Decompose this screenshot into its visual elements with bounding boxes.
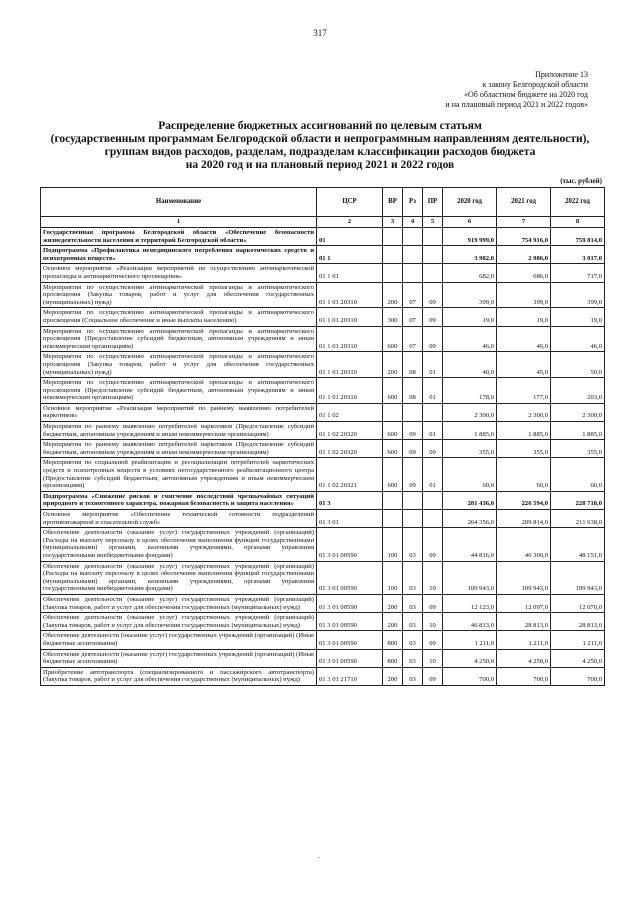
cell-vr [383, 246, 403, 264]
cell-2020: 19,0 [443, 308, 497, 326]
cell-pr: 09 [423, 594, 443, 612]
cell-name: Государственная программа Белгородской области «Обеспечение безопасности жизнедеятельности населения и территорий Белгородской области» [41, 228, 317, 246]
header-2021: 2021 год [497, 188, 551, 217]
column-number: 7 [497, 217, 551, 228]
cell-rz: 03 [403, 528, 423, 561]
cell-2021: 19,0 [497, 308, 551, 326]
cell-2022: 19,0 [551, 308, 605, 326]
cell-csr: 01 1 01 20310 [317, 352, 383, 378]
cell-2022: 28 813,0 [551, 613, 605, 631]
table-row [41, 613, 605, 631]
cell-2022: 355,0 [551, 440, 605, 458]
cell-csr: 01 3 01 21710 [317, 667, 383, 685]
units-label: (тыс. рублей) [560, 177, 602, 185]
table-row [41, 228, 605, 246]
cell-rz: 08 [403, 352, 423, 378]
appendix-line: «Об областном бюджете на 2020 год [464, 90, 588, 99]
cell-2022: 700,0 [551, 667, 605, 685]
cell-2021: 226 594,0 [497, 491, 551, 509]
cell-2021: 46 300,0 [497, 528, 551, 561]
cell-2021: 686,0 [497, 264, 551, 282]
cell-2022: 211 638,0 [551, 510, 605, 528]
title-line: группам видов расходов, разделам, подразделам классификации расходов бюджета [104, 146, 536, 158]
column-number: 2 [317, 217, 383, 228]
cell-2020: 4 250,0 [443, 649, 497, 667]
cell-2021: 109 943,0 [497, 561, 551, 594]
cell-rz [403, 491, 423, 509]
table-row [41, 246, 605, 264]
cell-name: Обеспечение деятельности (оказание услуг) государственных учреждений (организаций) (Расходы на выплату персоналу в целях обеспечения выполнения функций государственными (муниципальными) органами, казенными учреждениями, органами управления государственными внебюджетными фондами) [41, 561, 317, 594]
table-row [41, 667, 605, 685]
cell-pr: 09 [423, 667, 443, 685]
cell-pr: 10 [423, 613, 443, 631]
cell-csr: 01 1 02 20320 [317, 422, 383, 440]
cell-csr: 01 1 01 20310 [317, 282, 383, 308]
cell-csr: 01 3 01 [317, 510, 383, 528]
table-header-row [41, 188, 605, 217]
cell-vr: 200 [383, 667, 403, 685]
cell-2022: 48 151,0 [551, 528, 605, 561]
column-number: 5 [423, 217, 443, 228]
cell-csr: 01 1 01 20310 [317, 308, 383, 326]
cell-name: Мероприятия по осуществлению антинаркотической пропаганды и антинаркотического просвещения (Закупка товаров, работ и услуг для обеспечения государственных (муниципальных) нужд) [41, 352, 317, 378]
cell-2020: 355,0 [443, 440, 497, 458]
cell-2021: 700,0 [497, 667, 551, 685]
cell-csr: 01 1 01 20310 [317, 378, 383, 404]
cell-csr: 01 3 01 00590 [317, 631, 383, 649]
cell-2021: 28 813,0 [497, 613, 551, 631]
cell-2021: 45,0 [497, 352, 551, 378]
table-row [41, 378, 605, 404]
cell-csr: 01 1 [317, 246, 383, 264]
cell-2022: 1 211,0 [551, 631, 605, 649]
cell-vr: 800 [383, 631, 403, 649]
cell-vr: 600 [383, 440, 403, 458]
table-row [41, 308, 605, 326]
cell-rz: 03 [403, 667, 423, 685]
header-rz: Рз [403, 188, 423, 217]
cell-2022: 109 943,0 [551, 561, 605, 594]
cell-rz: 09 [403, 458, 423, 491]
cell-2020: 281 436,0 [443, 491, 497, 509]
cell-name: Обеспечение деятельности (оказание услуг) государственных учреждений (организаций) (Закупка товаров, работ и услуг для обеспечения государственных (муниципальных) нужд) [41, 613, 317, 631]
cell-name: Обеспечение деятельности (оказание услуг) государственных учреждений (организаций) (Расходы на выплату персоналу в целях обеспечения выполнения функций государственными (муниципальными) органами, казенными учреждениями, органами управления государственными внебюджетными фондами) [41, 528, 317, 561]
cell-2020: 2 300,0 [443, 403, 497, 421]
title-line: Распределение бюджетных ассигнований по целевым статьям [158, 120, 482, 132]
cell-name: Мероприятия по осуществлению антинаркотической пропаганды и антинаркотического просвещения (Предоставление субсидий бюджетным, автономным учреждениям и иным некоммерческим организациям) [41, 326, 317, 352]
cell-pr: 01 [423, 458, 443, 491]
cell-2020: 12 123,0 [443, 594, 497, 612]
cell-vr [383, 491, 403, 509]
cell-vr: 100 [383, 561, 403, 594]
table-row [41, 631, 605, 649]
cell-2021: 754 916,0 [497, 228, 551, 246]
column-number: 3 [383, 217, 403, 228]
appendix-line: и на плановый период 2021 и 2022 годов» [445, 100, 588, 109]
cell-2021: 177,0 [497, 378, 551, 404]
cell-pr [423, 264, 443, 282]
cell-2022: 46,0 [551, 326, 605, 352]
cell-rz: 07 [403, 308, 423, 326]
cell-pr: 09 [423, 308, 443, 326]
cell-rz [403, 510, 423, 528]
cell-2022: 12 070,0 [551, 594, 605, 612]
cell-rz: 08 [403, 378, 423, 404]
table-row [41, 326, 605, 352]
scan-mark: - [318, 855, 320, 861]
cell-2020: 60,0 [443, 458, 497, 491]
cell-vr [383, 264, 403, 282]
cell-2022: 50,0 [551, 352, 605, 378]
cell-csr: 01 3 01 00590 [317, 649, 383, 667]
cell-rz: 09 [403, 440, 423, 458]
cell-name: Мероприятия по раннему выявлению потребителей наркотиков (Предоставление субсидий бюджетным, автономным учреждениям и иным некоммерческим организациям) [41, 440, 317, 458]
cell-2022: 399,0 [551, 282, 605, 308]
appendix-line: к закону Белгородской области [482, 80, 588, 89]
cell-pr: 01 [423, 378, 443, 404]
cell-2020: 109 943,0 [443, 561, 497, 594]
cell-2022: 717,0 [551, 264, 605, 282]
cell-2022: 3 017,0 [551, 246, 605, 264]
table-row [41, 264, 605, 282]
title-line: (государственным программам Белгородской области и непрограммным направлениям деятельности), [50, 133, 590, 145]
cell-rz: 03 [403, 613, 423, 631]
cell-2021: 1 211,0 [497, 631, 551, 649]
cell-csr: 01 3 01 00590 [317, 528, 383, 561]
cell-vr: 300 [383, 308, 403, 326]
cell-pr: 01 [423, 352, 443, 378]
cell-name: Мероприятия по осуществлению антинаркотической пропаганды и антинаркотического просвещения (Закупка товаров, работ и услуг для обеспечения государственных (муниципальных) нужд) [41, 282, 317, 308]
cell-name: Подпрограмма «Профилактика немедицинского потребления наркотических средств и психотропных веществ» [41, 246, 317, 264]
cell-vr: 600 [383, 458, 403, 491]
cell-csr: 01 1 02 20321 [317, 458, 383, 491]
cell-2021: 355,0 [497, 440, 551, 458]
header-pr: ПР [423, 188, 443, 217]
cell-2021: 399,0 [497, 282, 551, 308]
cell-name: Основное мероприятие «Обеспечение технической готовности подразделений противопожарной и спасательной служб» [41, 510, 317, 528]
table-row [41, 352, 605, 378]
cell-vr: 600 [383, 378, 403, 404]
cell-rz: 03 [403, 561, 423, 594]
table-row [41, 510, 605, 528]
cell-vr: 100 [383, 528, 403, 561]
cell-pr: 10 [423, 649, 443, 667]
cell-pr: 09 [423, 440, 443, 458]
cell-vr [383, 403, 403, 421]
cell-pr: 09 [423, 528, 443, 561]
cell-2022: 759 814,0 [551, 228, 605, 246]
cell-csr: 01 3 [317, 491, 383, 509]
cell-pr [423, 510, 443, 528]
cell-pr [423, 491, 443, 509]
column-number: 6 [443, 217, 497, 228]
cell-vr [383, 228, 403, 246]
cell-2022: 4 250,0 [551, 649, 605, 667]
title-line: на 2020 год и на плановый период 2021 и 2022 годов [185, 159, 455, 171]
cell-2022: 2 300,0 [551, 403, 605, 421]
table-row [41, 491, 605, 509]
cell-name: Обеспечение деятельности (оказание услуг) государственных учреждений (организаций) (Иные бюджетные ассигнования) [41, 649, 317, 667]
cell-name: Мероприятия по осуществлению антинаркотической пропаганды и антинаркотического просвещения (Предоставление субсидий бюджетным, автономным учреждениям и иным некоммерческим организациям) [41, 378, 317, 404]
table-row [41, 528, 605, 561]
cell-csr: 01 3 01 00590 [317, 613, 383, 631]
cell-pr: 01 [423, 422, 443, 440]
cell-2020: 46,0 [443, 326, 497, 352]
cell-2021: 12 097,0 [497, 594, 551, 612]
budget-table [40, 187, 605, 686]
cell-2020: 44 816,0 [443, 528, 497, 561]
cell-csr: 01 [317, 228, 383, 246]
table-row [41, 422, 605, 440]
cell-rz [403, 246, 423, 264]
cell-2020: 682,0 [443, 264, 497, 282]
column-number: 8 [551, 217, 605, 228]
cell-name: Основное мероприятие «Реализация мероприятий по раннему выявлению потребителей наркотиков» [41, 403, 317, 421]
cell-pr [423, 403, 443, 421]
cell-2021: 209 814,0 [497, 510, 551, 528]
cell-vr: 600 [383, 422, 403, 440]
cell-csr: 01 1 02 20320 [317, 440, 383, 458]
cell-vr: 200 [383, 282, 403, 308]
cell-vr: 200 [383, 352, 403, 378]
document-title [40, 120, 600, 172]
cell-name: Подпрограмма «Снижение рисков и смягчение последствий чрезвычайных ситуаций природного и техногенного характера, пожарная безопасность и защита населения» [41, 491, 317, 509]
cell-vr: 200 [383, 594, 403, 612]
cell-name: Основное мероприятие «Реализация мероприятий по осуществлению антинаркотической пропаганды и антинаркотического просвещения» [41, 264, 317, 282]
cell-2022: 228 718,0 [551, 491, 605, 509]
cell-2021: 1 885,0 [497, 422, 551, 440]
cell-csr: 01 3 01 00590 [317, 561, 383, 594]
table-row [41, 561, 605, 594]
cell-2021: 46,0 [497, 326, 551, 352]
cell-rz: 03 [403, 649, 423, 667]
column-number: 1 [41, 217, 317, 228]
cell-name: Обеспечение деятельности (оказание услуг) государственных учреждений (организаций) (Иные бюджетные ассигнования) [41, 631, 317, 649]
cell-pr: 10 [423, 561, 443, 594]
table-row [41, 403, 605, 421]
cell-name: Мероприятия по социальной реабилитации и ресоциализации потребителей наркотических средств и психотропных веществ в условиях негосударственного реабилитационного центра (Предоставление субсидий бюджетным, автономным учреждениям и иным некоммерческим организациям) [41, 458, 317, 491]
table-row [41, 282, 605, 308]
cell-name: Мероприятия по осуществлению антинаркотической пропаганды и антинаркотического просвещения (Социальное обеспечение и иные выплаты населению) [41, 308, 317, 326]
page-number: 317 [313, 28, 327, 38]
cell-pr: 09 [423, 326, 443, 352]
table-row [41, 458, 605, 491]
cell-pr: 09 [423, 282, 443, 308]
cell-2020: 178,0 [443, 378, 497, 404]
cell-2021: 4 250,0 [497, 649, 551, 667]
cell-2020: 1 885,0 [443, 422, 497, 440]
cell-2020: 264 356,0 [443, 510, 497, 528]
cell-csr: 01 1 02 [317, 403, 383, 421]
cell-2020: 3 982,0 [443, 246, 497, 264]
header-name: Наименование [41, 188, 317, 217]
cell-name: Мероприятия по раннему выявлению потребителей наркотиков (Предоставление субсидий бюджетным, автономным учреждениям и иным некоммерческим организациям) [41, 422, 317, 440]
cell-name: Обеспечение деятельности (оказание услуг) государственных учреждений (организаций) (Закупка товаров, работ и услуг для обеспечения государственных (муниципальных) нужд) [41, 594, 317, 612]
column-number-row [41, 217, 605, 228]
cell-2022: 203,0 [551, 378, 605, 404]
cell-csr: 01 1 01 [317, 264, 383, 282]
cell-2020: 1 211,0 [443, 631, 497, 649]
cell-2020: 399,0 [443, 282, 497, 308]
cell-vr [383, 510, 403, 528]
cell-2022: 1 885,0 [551, 422, 605, 440]
cell-rz [403, 403, 423, 421]
cell-pr [423, 246, 443, 264]
cell-rz [403, 228, 423, 246]
cell-csr: 01 1 01 20310 [317, 326, 383, 352]
header-2020: 2020 год [443, 188, 497, 217]
cell-pr [423, 228, 443, 246]
cell-2021: 2 986,0 [497, 246, 551, 264]
cell-vr: 200 [383, 613, 403, 631]
cell-2020: 46 813,0 [443, 613, 497, 631]
appendix-note [445, 70, 588, 110]
column-number: 4 [403, 217, 423, 228]
cell-rz: 07 [403, 282, 423, 308]
cell-2021: 60,0 [497, 458, 551, 491]
cell-2021: 2 300,0 [497, 403, 551, 421]
table-row [41, 440, 605, 458]
header-csr: ЦСР [317, 188, 383, 217]
cell-csr: 01 3 01 00590 [317, 594, 383, 612]
cell-pr: 09 [423, 631, 443, 649]
cell-vr: 800 [383, 649, 403, 667]
cell-2020: 919 999,0 [443, 228, 497, 246]
cell-rz: 09 [403, 422, 423, 440]
cell-2020: 40,0 [443, 352, 497, 378]
header-2022: 2022 год [551, 188, 605, 217]
table-row [41, 649, 605, 667]
appendix-line: Приложение 13 [535, 70, 588, 79]
header-vr: ВР [383, 188, 403, 217]
cell-2022: 60,0 [551, 458, 605, 491]
cell-rz: 03 [403, 594, 423, 612]
cell-rz: 07 [403, 326, 423, 352]
cell-rz: 03 [403, 631, 423, 649]
table-row [41, 594, 605, 612]
cell-rz [403, 264, 423, 282]
cell-name: Приобретение автотранспорта (специализированного и пассажирского автотранспорта) (Закупка товаров, работ и услуг для обеспечения государственных (муниципальных) нужд) [41, 667, 317, 685]
cell-2020: 700,0 [443, 667, 497, 685]
cell-vr: 600 [383, 326, 403, 352]
